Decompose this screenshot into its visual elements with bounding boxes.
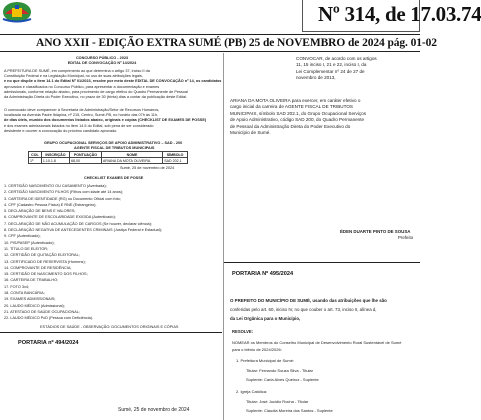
prefeito-line: conferidas pelo art. 60, inciso IV, no que couber o art. 73, inciso II, alínea d, xyxy=(230,307,377,312)
checklist-item: 18. CONTA BANCÁRIA; xyxy=(4,291,45,296)
checklist-item: 16. CARTEIRA DE TRABALHO; xyxy=(4,278,59,283)
convocar-line: Lei Complementar nº 24 de 27 de xyxy=(296,68,365,74)
checklist-item: 2. CERTIDÃO NASCIMENTO FILHOS (Filhos com idade até 14 anos); xyxy=(4,190,124,195)
table-cell: ARIANA DA MOTA OLIVEIRA xyxy=(101,158,162,164)
table-header: PONTUAÇÃO xyxy=(70,152,102,158)
signer-name: ÉDEN DUARTE PINTO DE SOUSA xyxy=(340,229,411,234)
checklist-item: 1. CERTIDÃO NASCIMENTO OU CASAMENTO (Averbada); xyxy=(4,184,107,188)
checklist-item: 6. COMPROVANTE DE ESCOLARIDADE EXIGIDA (Autenticado); xyxy=(4,215,116,220)
intro-line: da Administração Direta do Poder Executivo, no prazo de 30 (trinta) dias a contar da publicação deste Edital. xyxy=(4,95,187,100)
checklist xyxy=(4,183,200,322)
checklist-item: 14. COMPROVANTE DE RESIDÊNCIA; xyxy=(4,265,72,270)
sign-date: Sumé, 25 de novembro de 2024 xyxy=(120,166,175,170)
checklist-item: 22. LAUDO MÉDICO PcD (Pessoa com Deficiência). xyxy=(4,316,94,321)
checklist-item: 11. TÍTULO DE ELEITOR; xyxy=(4,246,49,251)
intro-paragraph xyxy=(4,69,222,100)
convocar-line: CONVOCAR, de acordo com os artigos xyxy=(296,56,377,61)
table-header: NOME xyxy=(101,152,162,158)
resolve-label: RESOLVE: xyxy=(232,329,254,334)
intro-line: aprovados e classificados no Concurso Público, para apresentar a documentação e exames xyxy=(4,84,160,89)
prefeito-line: da Lei Orgânica para o Município, xyxy=(230,316,301,321)
ariana-line: MUNICIPAIS, símbolo SAD 202.1, do Grupo Ocupacional Serviços xyxy=(230,110,366,116)
checklist-item: 19. EXAMES ADMISSIONAIS; xyxy=(4,297,56,302)
checklist-footer: ESTÁDIOS DE SAÚDE - OBSERVAÇÃO: DOCUMENTOS ORIGINAIS E CÓPIAS xyxy=(40,325,179,329)
member-titular-2: Titular: José Jucidio Rocha - Titular xyxy=(246,399,309,404)
signer-role: Prefeito xyxy=(398,235,414,240)
ariana-paragraph xyxy=(230,98,418,136)
header-rule-top xyxy=(0,34,420,35)
intro-line: Constituição Federal e na Legislação Municipal, no uso de suas atribuições legais, xyxy=(4,74,143,79)
second-line: desistente e ocorrer a convocação do próximo candidato aprovado. xyxy=(4,128,118,133)
ariana-line: de Pessoal da Administração Direta do Poder Executivo do xyxy=(230,123,351,129)
checklist-title: CHECKLIST EXAMES DE POSSE xyxy=(84,176,144,180)
table-header: COL xyxy=(29,152,42,158)
checklist-item: 8. DECLARAÇÃO NEGATIVA DE ANTECEDENTES CRIMINAIS (Justiça Federal e Estadual); xyxy=(4,228,162,233)
concurso-title: CONCURSO PÚBLICO - 2023 xyxy=(75,56,129,60)
convocar-paragraph xyxy=(296,56,420,82)
convocation-table xyxy=(28,151,188,164)
ariana-line: cargo inicial da carreira de AGENTE FISCAL DE TRIBUTOS xyxy=(230,104,353,110)
edition-line: ANO XXII - EDIÇÃO EXTRA SUMÉ (PB) 25 de NOVEMBRO de 2024 pág. 01-02 xyxy=(36,37,437,49)
issue-number: Nº 314, de 17.03.74 xyxy=(318,2,481,26)
second-line: localizada na Avenida Padre Ibiapina, nº 215, Centro, Sumé-PB, no horário das 07h às 11h, xyxy=(4,113,159,118)
checklist-item: 13. CERTIFICADO DE RESERVISTA (Homens); xyxy=(4,259,86,264)
prefeito-paragraph xyxy=(230,296,418,323)
nomear-line: NOMEAR os Membros do Conselho Municipal de Desenvolvimento Rural Sustentável de Sumé xyxy=(232,340,402,345)
checklist-item: 12. CERTIDÃO DE QUITAÇÃO ELEITORAL; xyxy=(4,253,80,258)
checklist-item: 9. CPF (Autenticado); xyxy=(4,234,41,239)
header-rule-bottom xyxy=(0,51,420,52)
ariana-line: de Apoio Administrativo, código SAD 200, do Quadro Permanente xyxy=(230,117,365,123)
checklist-item: 7. DECLARAÇÃO DE NÃO ACUMULAÇÃO DE CARGOS (Se houver, declarar ciência); xyxy=(4,221,152,226)
checklist-item: 4. CPF (Cadastro Pessoa Física) E RNE (Estrangeiro); xyxy=(4,202,97,207)
portaria-495-title: PORTARIA Nº 495/2024 xyxy=(232,271,294,277)
intro-line: A PREFEITURA DE SUMÉ, em cumprimento ao que determina o artigo 37, inciso II da xyxy=(4,69,150,73)
prefeito-line: O PREFEITO DO MUNICÍPIO DE SUMÉ, usando das atribuições que lhe são xyxy=(230,298,387,303)
second-paragraph xyxy=(4,108,207,134)
table-cell: 68,00 xyxy=(70,158,102,164)
left-section-rule xyxy=(0,332,222,333)
second-line: O convocado deve comparecer à Secretaria de Administração/Setor de Recursos Humanos, xyxy=(4,108,160,112)
ariana-line: Município de Sumé. xyxy=(230,130,271,136)
convocar-line: 11, 15 inciso I, 21 e 22, inciso I, da xyxy=(296,62,367,68)
member-item-1: 1. Prefeitura Municipal de Sumé: xyxy=(236,358,295,363)
checklist-item: 10. PIS/PASEP (Autenticado); xyxy=(4,240,55,245)
group-title: GRUPO OCUPACIONAL SERVIÇOS DE APOIO ADMINISTRATIVO – SAD - 200 xyxy=(44,141,183,145)
portaria-494-title: PORTARIA nº 494/2024 xyxy=(18,340,79,346)
portaria-494-body xyxy=(4,352,218,412)
column-divider xyxy=(223,53,224,420)
convocar-line: novembro de 2013, xyxy=(296,75,336,81)
checklist-item: 15. CERTIDÃO DE NASCIMENTO DOS FILHOS; xyxy=(4,272,88,277)
table-cell: 1.10.1.8 xyxy=(41,158,69,164)
table-row xyxy=(29,158,188,164)
intro-line: admissionais, conforme relação abaixo, para provimento de cargo efetivo do Quadro Permanente de Pessoal xyxy=(4,89,188,94)
right-section-rule xyxy=(224,262,420,263)
ariana-line: ARIANA DA MOTA OLIVEIRA para exercer, em caráter efetivo o xyxy=(230,98,361,103)
checklist-item: 17. FOTO 3x4; xyxy=(4,284,30,289)
member-titular-1: Titular: Fernando Souza Silva - Titular xyxy=(246,368,313,373)
checklist-item: 5. DECLARAÇÃO DE BENS E VALORES; xyxy=(4,209,76,214)
second-line: e dos exames admissionais listados no item 14.5 do Edital, sob pena de ser considerado xyxy=(4,123,154,128)
checklist-item: 21. ATESTADO DE SAÚDE OCUPACIONAL; xyxy=(4,309,80,314)
biennio-line: para o biênio de 2024/2026: xyxy=(232,347,282,352)
member-suplente-1: Suplente: Carla Alves Queiroz - Suplente xyxy=(246,377,319,382)
checklist-item: 3. CARTEIRA DE IDENTIDADE (RG) ou Documento Oficial com foto; xyxy=(4,196,121,201)
group-subtitle: AGENTE FISCAL DE TRIBUTOS MUNICIPAIS xyxy=(74,146,155,150)
intro-line: e no que dispõe o item 14.1 do Edital Nº 01/2023, resolve por meio deste EDITAL DE CONVOCAÇÃO nº 14, os candidatos xyxy=(4,79,222,84)
member-item-2: 2. Igreja Católica: xyxy=(236,389,268,394)
table-header: SÍMBOLO xyxy=(163,152,188,158)
edital-title: EDITAL DE CONVOCAÇÃO Nº 14/2024 xyxy=(67,61,137,65)
second-line: de dias úteis, munido dos documentos listados abaixo, originais e cópias (CHECKLIST DE EXAMES DE POSSE) xyxy=(4,118,207,123)
checklist-item: 20. LAUDO MÉDICO (Admissional); xyxy=(4,303,65,308)
bottom-sign-date: Sumé, 25 de novembro de 2024 xyxy=(118,407,190,413)
table-cell: 1º xyxy=(29,158,42,164)
table-header: INSCRIÇÃO xyxy=(41,152,69,158)
table-cell: SAD 202.1 xyxy=(163,158,188,164)
municipal-crest-logo xyxy=(0,0,34,24)
member-suplente-2: Suplente: Claudia Moreira dos Santos - Suplente xyxy=(246,408,333,413)
